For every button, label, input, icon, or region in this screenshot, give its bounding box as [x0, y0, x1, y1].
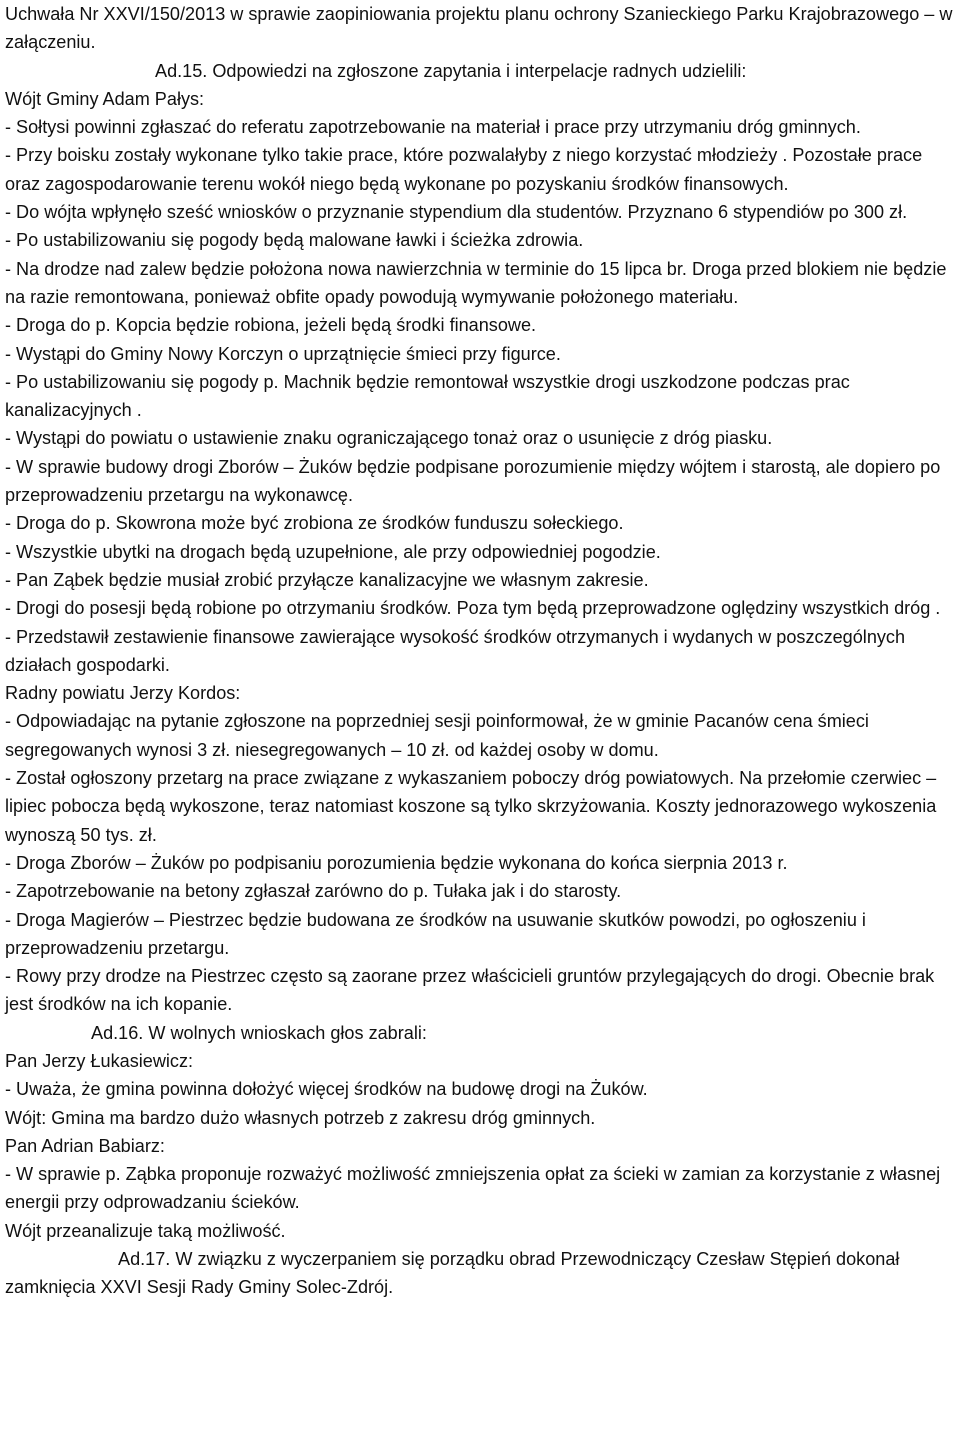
speaker-babiarz: Pan Adrian Babiarz:	[5, 1135, 165, 1156]
item-16-heading: Ad.16. W wolnych wnioskach głos zabrali:	[91, 1022, 427, 1043]
answer-paragraph: - Wszystkie ubytki na drogach będą uzupełnione, ale przy odpowiedniej pogodzie.	[5, 541, 661, 562]
answer-paragraph: - Po ustabilizowaniu się pogody będą malowane ławki i ścieżka zdrowia.	[5, 230, 584, 251]
answer-paragraph: - Sołtysi powinni zgłaszać do referatu zapotrzebowanie na materiał i prace przy utrzymaniu dróg gminnych.	[5, 117, 861, 138]
answer-paragraph: - Przedstawił zestawienie finansowe zawierające wysokość środków otrzymanych i wydanych w poszczególnych działach gospodarki.	[5, 626, 906, 675]
motion-paragraph: - W sprawie p. Ząbka proponuje rozważyć możliwość zmniejszenia opłat za ścieki w zamian za korzystanie z własnej energii przy odprowadzaniu ścieków.	[5, 1164, 941, 1213]
item-17-closing: Ad.17. W związku z wyczerpaniem się porządku obrad Przewodniczący Czesław Stępień dokonał zamknięcia XXVI Sesji Rady Gminy Solec-Zdrój.	[5, 1249, 900, 1298]
answer-paragraph: - Pan Ząbek będzie musiał zrobić przyłącze kanalizacyjne we własnym zakresie.	[5, 569, 649, 590]
speaker-wojt: Wójt Gminy Adam Pałys:	[5, 88, 205, 109]
answer-paragraph: - W sprawie budowy drogi Zborów – Żuków będzie podpisane porozumienie między wójtem i starostą, ale dopiero po przeprowadzeniu przetargu na wykonawcę.	[5, 456, 941, 506]
answer-paragraph: - Zapotrzebowanie na betony zgłaszał zarówno do p. Tułaka jak i do starosty.	[5, 881, 622, 902]
answer-paragraph: - Droga do p. Skowrona może być zrobiona ze środków funduszu sołeckiego.	[5, 513, 624, 534]
speaker-lukasiewicz: Pan Jerzy Łukasiewicz:	[5, 1050, 194, 1071]
answer-paragraph: - Po ustabilizowaniu się pogody p. Machnik będzie remontował wszystkie drogi uszkodzone podczas prac kanalizacyjnych .	[5, 371, 850, 421]
answer-paragraph: - Droga Magierów – Piestrzec będzie budowana ze środków na usuwanie skutków powodzi, po ogłoszeniu i przeprowadzeniu przetargu.	[5, 909, 866, 958]
answer-paragraph: - Droga Zborów – Żuków po podpisaniu porozumienia będzie wykonana do końca sierpnia 2013 r.	[5, 852, 788, 873]
answer-paragraph: - Wystąpi do powiatu o ustawienie znaku ograniczającego tonaż oraz o usunięcie z dróg piasku.	[5, 428, 773, 449]
speaker-kordos: Radny powiatu Jerzy Kordos:	[5, 683, 241, 704]
item-15-heading: Ad.15. Odpowiedzi na zgłoszone zapytania i interpelacje radnych udzielili:	[155, 60, 747, 81]
answer-paragraph: - Droga do p. Kopcia będzie robiona, jeżeli będą środki finansowe.	[5, 315, 537, 336]
answer-paragraph: - Przy boisku zostały wykonane tylko takie prace, które pozwalałyby z niego korzystać młodzieży . Pozostałe prace oraz zagospodarowanie terenu wokół niego będą wykonane po pozyskaniu środków finansowych.	[5, 145, 923, 194]
answer-paragraph: - Wystąpi do Gminy Nowy Korczyn o uprzątnięcie śmieci przy figurce.	[5, 343, 561, 364]
answer-paragraph: - Odpowiadając na pytanie zgłoszone na poprzedniej sesji poinformował, że w gminie Pacanów cena śmieci segregowanych wynosi 3 zł. niesegregowanych – 10 zł. od każdej osoby w domu.	[5, 711, 869, 760]
answer-paragraph: - Rowy przy drodze na Piestrzec często są zaorane przez właścicieli gruntów przylegających do drogi. Obecnie brak jest środków na ich kopanie.	[5, 966, 935, 1015]
resolution-paragraph: Uchwała Nr XXVI/150/2013 w sprawie zaopiniowania projektu planu ochrony Szanieckiego Parku Krajobrazowego – w załączeniu.	[5, 4, 953, 53]
reply-paragraph: Wójt: Gmina ma bardzo dużo własnych potrzeb z zakresu dróg gminnych.	[5, 1107, 596, 1128]
reply-paragraph: Wójt przeanalizuje taką możliwość.	[5, 1220, 286, 1241]
motion-paragraph: - Uważa, że gmina powinna dołożyć więcej środków na budowę drogi na Żuków.	[5, 1079, 648, 1100]
answer-paragraph: - Do wójta wpłynęło sześć wniosków o przyznanie stypendium dla studentów. Przyznano 6 stypendiów po 300 zł.	[5, 202, 908, 223]
answer-paragraph: - Na drodze nad zalew będzie położona nowa nawierzchnia w terminie do 15 lipca br. Droga przed blokiem nie będzie na razie remontowana, ponieważ obfite opady powodują wymywanie położonego materiału.	[5, 258, 947, 307]
answer-paragraph: - Drogi do posesji będą robione po otrzymaniu środków. Poza tym będą przeprowadzone oględziny wszystkich dróg .	[5, 598, 941, 619]
answer-paragraph: - Został ogłoszony przetarg na prace związane z wykaszaniem poboczy dróg powiatowych. Na przełomie czerwiec – lipiec pobocza będą wykoszone, teraz natomiast koszone są tylko skrzyżowania. Koszty jednorazowego wykoszenia wynoszą 50 tys. zł.	[5, 768, 937, 845]
